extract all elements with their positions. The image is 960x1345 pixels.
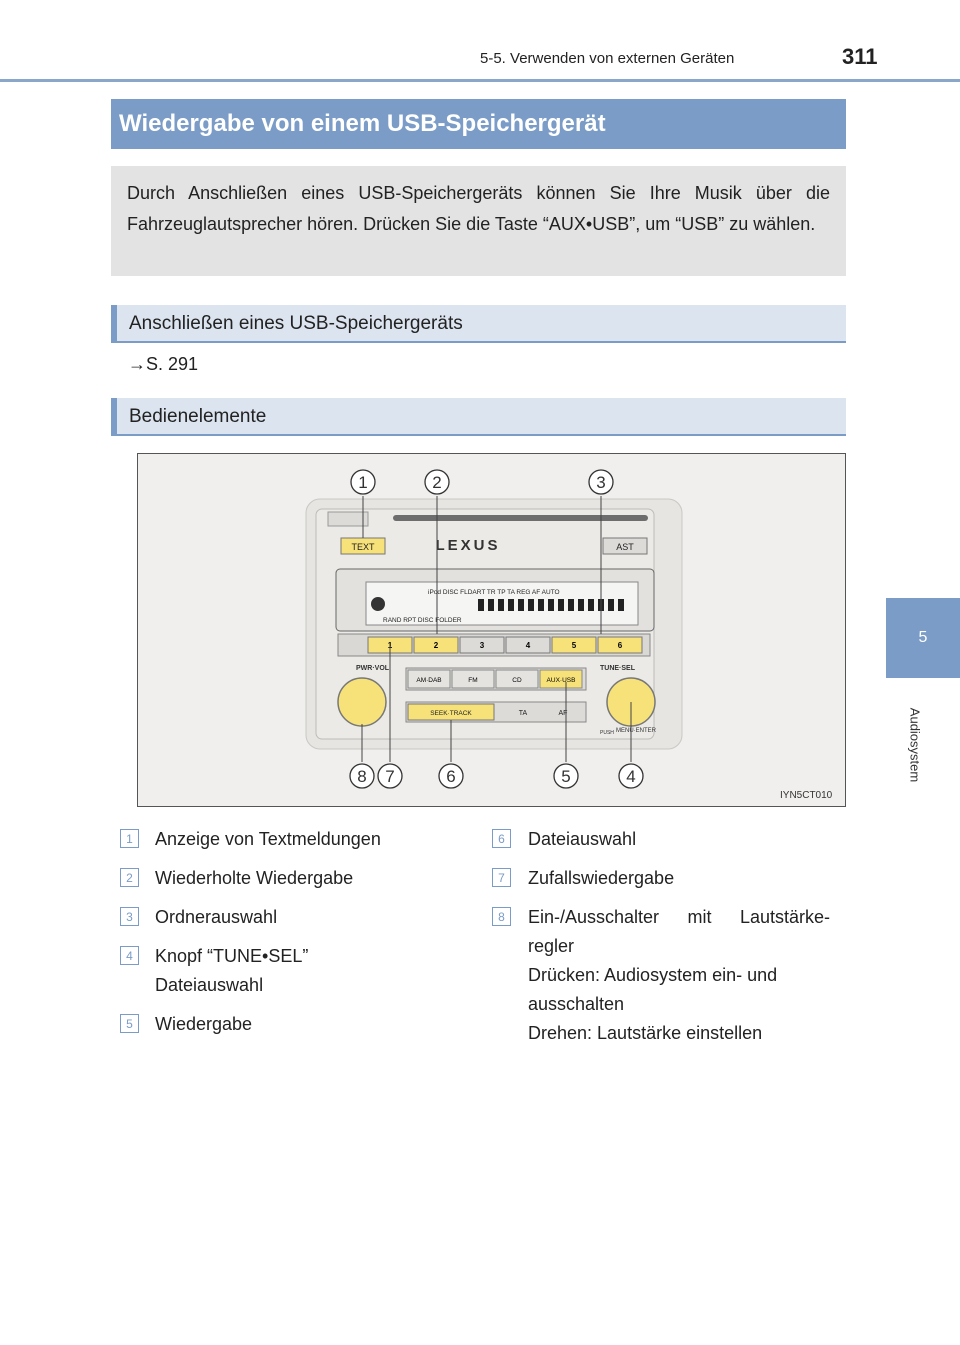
legend-number-4: 4 bbox=[120, 946, 139, 965]
header-rule bbox=[0, 79, 960, 82]
menu-enter-label: MENU·ENTER bbox=[616, 728, 656, 734]
legend-text-7-1: Zufallswiedergabe bbox=[528, 868, 675, 888]
chapter-tab-number: 5 bbox=[886, 598, 960, 678]
chapter-tab-label-text: Audiosystem bbox=[907, 707, 923, 783]
legend-text-8-3: Drücken: Audiosystem ein- und bbox=[528, 965, 778, 985]
preset-label-3: 3 bbox=[479, 641, 485, 650]
legend-text-2-1: Wiederholte Wiedergabe bbox=[155, 868, 354, 888]
preset-label-4: 4 bbox=[525, 641, 531, 650]
text-button-label: TEXT bbox=[351, 542, 375, 552]
tune-sel-label: TUNE·SEL bbox=[600, 665, 635, 672]
source-button-label-1: FM bbox=[468, 677, 478, 684]
legend-number-8: 8 bbox=[492, 907, 511, 926]
legend-number-1: 1 bbox=[120, 829, 139, 848]
legend-text-4-2: Dateiauswahl bbox=[155, 975, 264, 995]
source-button-label-2: CD bbox=[512, 677, 522, 684]
legend-text-8-2: regler bbox=[528, 936, 575, 956]
pwr-vol-label: PWR·VOL bbox=[356, 665, 390, 672]
callout-number-8: 8 bbox=[357, 767, 367, 786]
legend-text-3-1: Ordnerauswahl bbox=[155, 907, 278, 927]
page-title: Wiedergabe von einem USB-Speichergerät bbox=[111, 99, 846, 149]
section-header: 5-5. Verwenden von externen Geräten bbox=[480, 50, 735, 67]
callout-number-3: 3 bbox=[596, 473, 606, 492]
preset-label-1: 1 bbox=[387, 641, 393, 650]
legend-number-6: 6 bbox=[492, 829, 511, 848]
seek-track-label: SEEK·TRACK bbox=[430, 710, 472, 717]
legend-text-8-4: ausschalten bbox=[528, 994, 625, 1014]
intro-box: Durch Anschließen eines USB-Speichergeräts können Sie Ihre Musik über die Fahrzeuglautsprecher hören. Drücken Sie die Taste “AUX•USB”, um “USB” zu wählen. bbox=[111, 166, 846, 276]
af-label: AF bbox=[558, 710, 568, 717]
preset-label-2: 2 bbox=[433, 641, 439, 650]
page-number: 311 bbox=[842, 44, 878, 69]
legend-text-4-1: Knopf “TUNE•SEL” bbox=[155, 946, 309, 966]
callout-number-7: 7 bbox=[385, 767, 395, 786]
callout-number-6: 6 bbox=[446, 767, 456, 786]
preset-label-6: 6 bbox=[617, 641, 623, 650]
callout-number-2: 2 bbox=[432, 473, 442, 492]
display-bottom-text: RAND RPT DISC FOLDER bbox=[383, 617, 462, 624]
legend-number-7: 7 bbox=[492, 868, 511, 887]
legend-number-2: 2 bbox=[120, 868, 139, 887]
legend-text-1-1: Anzeige von Textmeldungen bbox=[155, 829, 381, 849]
ta-label: TA bbox=[518, 710, 528, 717]
preset-label-5: 5 bbox=[571, 641, 577, 650]
push-label: PUSH bbox=[600, 730, 614, 736]
section-heading-connect: Anschließen eines USB-Speichergeräts bbox=[111, 305, 846, 343]
ast-button-label: AST bbox=[616, 542, 634, 552]
legend-text-6-1: Dateiauswahl bbox=[528, 829, 637, 849]
legend-text-5-1: Wiedergabe bbox=[155, 1014, 253, 1034]
source-button-label-3: AUX·USB bbox=[546, 677, 576, 684]
section-heading-controls: Bedienelemente bbox=[111, 398, 846, 436]
page-reference-link[interactable]: →S. 291 bbox=[128, 354, 199, 374]
audio-panel-illustration bbox=[138, 454, 846, 807]
audio-panel-figure bbox=[137, 453, 846, 807]
display-top-text: iPod DISC FLDART TR TP TA REG AF AUTO bbox=[428, 589, 560, 596]
callout-number-4: 4 bbox=[626, 767, 636, 786]
figure-code: IYN5CT010 bbox=[780, 790, 833, 801]
legend-text-8-5: Drehen: Lautstärke einstellen bbox=[528, 1023, 763, 1043]
legend-text-8-1: Ein-/Ausschalter mit Lautstärke- bbox=[528, 907, 830, 927]
callout-number-5: 5 bbox=[561, 767, 571, 786]
legend-number-3: 3 bbox=[120, 907, 139, 926]
legend-number-5: 5 bbox=[120, 1014, 139, 1033]
chapter-tab-label bbox=[905, 690, 925, 800]
callout-number-1: 1 bbox=[358, 473, 368, 492]
brand-logo: LEXUS bbox=[435, 537, 501, 554]
source-button-label-0: AM·DAB bbox=[416, 677, 442, 684]
